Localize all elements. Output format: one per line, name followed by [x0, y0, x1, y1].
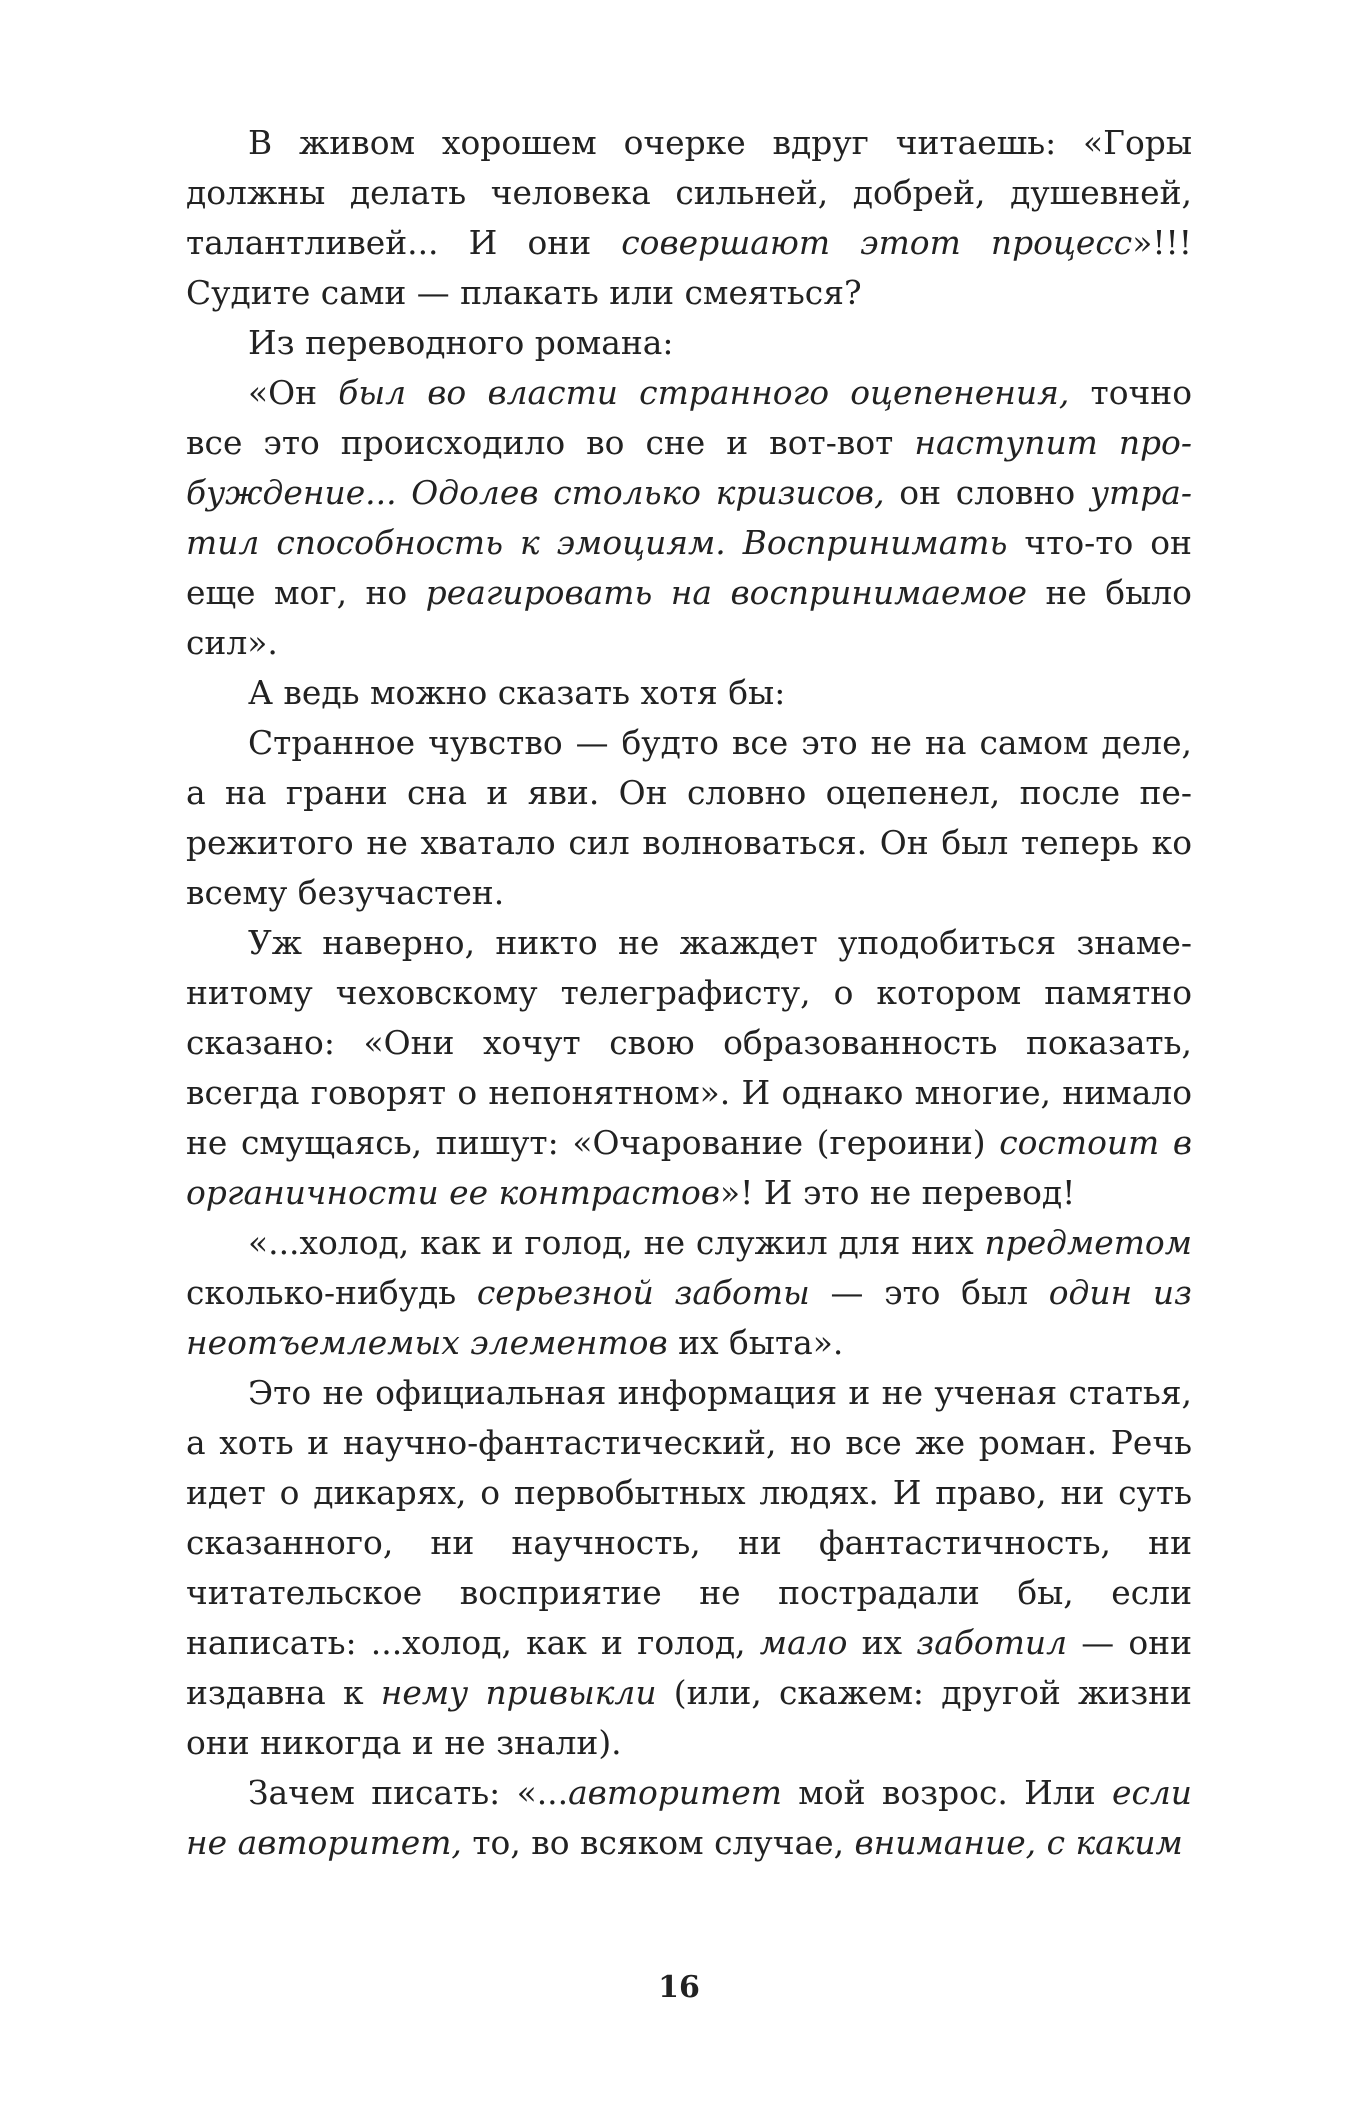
italic-run: предметом	[984, 1223, 1192, 1262]
text-run: Уж наверно, никто не жаждет уподобиться знаменитому чеховскому телеграфисту, о котором памятно сказано: «Они хочут свою образованность показать, всегда говорят о непонятном». И однако многие, нимало не смущаясь, пишут: «Очарование (героини)	[186, 923, 1192, 1162]
italic-run: утратил способность к эмоциям. Воспринимать	[186, 473, 1192, 562]
text-run: мой возрос. Или	[781, 1773, 1112, 1812]
text-run: Это не официальная информация и не ученая статья, а хоть и научно-фантастический, но все же роман. Речь идет о дикарях, о первобытных людях. И право, ни суть сказанного, ни научность, ни фантастичность, ни читательское восприятие не пострадали бы, если написать: ...холод, как и голод,	[186, 1373, 1192, 1662]
text-run: Странное чувство — будто все это не на самом деле, а на грани сна и яви. Он словно оцепенел, после пережитого не хватало сил волноваться. Он был теперь ко всему безучастен.	[186, 723, 1192, 912]
para-alternative	[186, 718, 1192, 918]
text-run: сколько-нибудь	[186, 1273, 477, 1312]
italic-run: наступит пробуждение... Одолев столько кризисов,	[186, 423, 1192, 512]
text-column	[186, 118, 1192, 1868]
text-run: »! И это не перевод!	[720, 1173, 1076, 1212]
text-run: точно все это происходило во сне и вот-вот	[186, 373, 1193, 462]
italic-run: был во власти странного оцепенения,	[338, 373, 1070, 412]
text-run: В живом хорошем очерке вдруг читаешь: «Горы должны делать человека сильней, добрей, душевней, талантливей... И они	[186, 123, 1192, 262]
text-run: — это был	[809, 1273, 1049, 1312]
para-mountains	[186, 118, 1192, 318]
text-run: их	[847, 1623, 917, 1662]
text-run: »!!! Судите сами — плакать или смеяться?	[186, 223, 1192, 312]
text-run: «Он	[248, 373, 339, 412]
para-translated-novel-intro	[186, 318, 1192, 368]
text-run: то, во всяком случае,	[461, 1823, 855, 1862]
page-number: 16	[658, 1970, 700, 2005]
italic-run: если не авторитет,	[186, 1773, 1192, 1862]
text-run: не было сил».	[186, 573, 1192, 662]
text-run: — они издавна к	[186, 1623, 1192, 1712]
italic-run: заботил	[916, 1623, 1068, 1662]
text-run: (или, скажем: другой жизни они никогда и не знали).	[186, 1673, 1192, 1762]
italic-run: состоит в органичности ее контрастов	[186, 1123, 1192, 1212]
text-run: он словно	[884, 473, 1090, 512]
italic-run: внимание, с каким	[854, 1823, 1183, 1862]
italic-run: один из неотъемлемых элементов	[186, 1273, 1192, 1362]
text-run: А ведь можно сказать хотя бы:	[248, 673, 786, 712]
text-run: «...холод, как и голод, не служил для них	[248, 1223, 985, 1262]
para-telegraphist	[186, 918, 1192, 1218]
text-run: их быта».	[667, 1323, 844, 1362]
italic-run: серьезной заботы	[476, 1273, 810, 1312]
italic-run: совершают этот процесс	[621, 223, 1133, 262]
para-not-official	[186, 1368, 1192, 1768]
para-authority	[186, 1768, 1192, 1868]
text-run: Из переводного романа:	[248, 323, 674, 362]
text-run: Зачем писать: «...	[248, 1773, 569, 1812]
text-run: что-то он еще мог, но	[186, 523, 1192, 612]
para-alternative-intro	[186, 668, 1192, 718]
italic-run: мало	[759, 1623, 848, 1662]
para-cold-quote	[186, 1218, 1192, 1368]
italic-run: авторитет	[568, 1773, 782, 1812]
italic-run: нему привыкли	[380, 1673, 657, 1712]
italic-run: реагировать на воспринимаемое	[425, 573, 1028, 612]
para-translated-novel-quote	[186, 368, 1192, 668]
